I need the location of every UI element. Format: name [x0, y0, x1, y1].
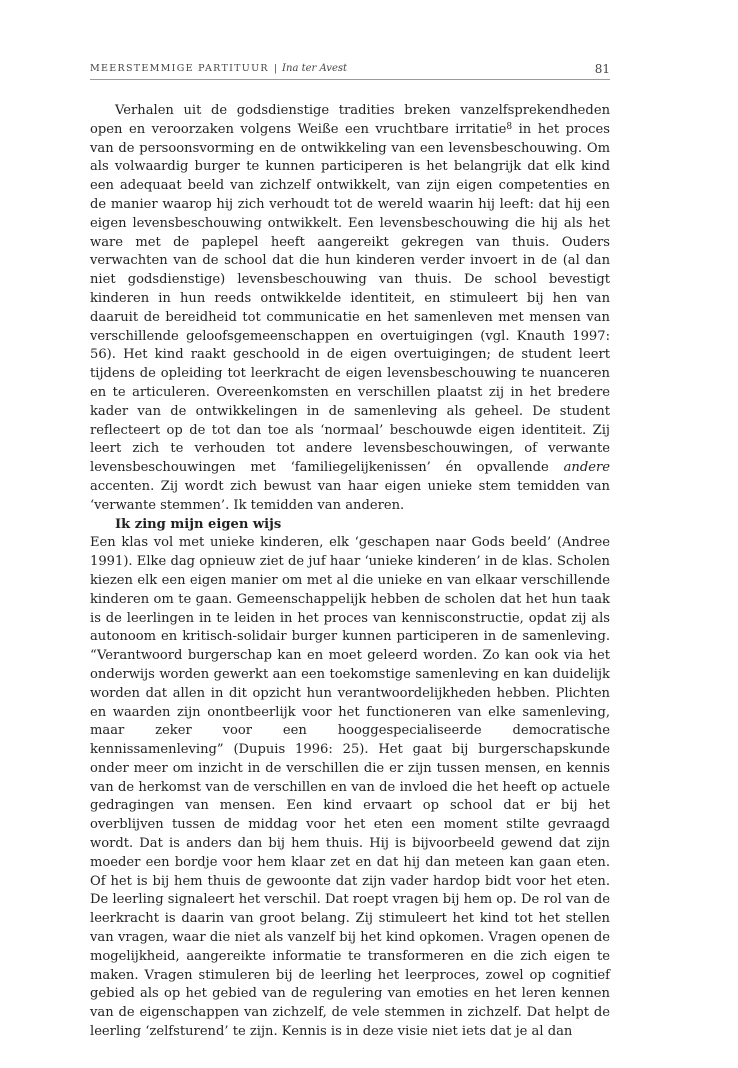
running-head — [90, 62, 610, 78]
running-head-author: Ina ter Avest — [282, 63, 348, 74]
paragraph-1-part-3: accenten. Zij wordt zich bewust van haar eigen unieke stem temidden van ‘verwante stemmen’. Ik temidden van anderen. — [90, 478, 610, 513]
running-head-title: MEERSTEMMIGE PARTITUUR — [90, 63, 269, 74]
paragraph-2: Een klas vol met unieke kinderen, elk ‘geschapen naar Gods beeld’ (Andree 1991). Elke dag opnieuw ziet de juf haar ‘unieke kinderen’ in de klas. Scholen kiezen elk een eigen manier om met al die unieke en van elkaar verschillende kinderen om te gaan. Gemeenschappelijk hebben de scholen dat het hun taak is de leerlingen in te leiden in het proces van kennisconstructie, opdat zij als autonoom en kritisch-solidair burger kunnen participeren in de samenleving. “Verantwoord burgerschap kan en moet geleerd worden. Zo kan ook via het onderwijs worden gewerkt aan een toekomstige samenleving en kan duidelijk worden dat allen in dit opzicht hun verantwoordelijkheden hebben. Plichten en waarden zijn onontbeerlijk voor het functioneren van elke samenleving, maar zeker voor een hooggespecialiseerde democratische kennissamenleving” (Dupuis 1996: 25). Het gaat bij burgerschapskunde onder meer om inzicht in de verschillen die er zijn tussen mensen, en kennis van de herkomst van de verschillen en van de invloed die het heeft op actuele gedragingen van mensen. Een kind ervaart op school dat er bij het overblijven tussen de middag voor het eten een moment stilte gevraagd wordt. Dat is anders dan bij hem thuis. Hij is bijvoorbeeld gewend dat zijn moeder een bordje voor hem klaar zet en dat hij dan meteen kan gaan eten. Of het is bij hem thuis de gewoonte dat zijn vader hardop bidt voor het eten. De leerling signaleert het verschil. Dat roept vragen bij hem op. De rol van de leerkracht is daarin van groot belang. Zij stimuleert het kind tot het stellen van vragen, waar die niet als vanzelf bij het kind opkomen. Vragen openen de mogelijkheid, aangereikte informatie te transformeren en die zich eigen te maken. Vragen stimuleren bij de leerling het leerproces, zowel op cognitief gebied als op het gebied van de regulering van emoties en het leren kennen van de eigenschappen van zichzelf, de vele stemmen in zichzelf. Dat helpt de leerling ‘zelfsturend’ te zijn. Kennis is in deze visie niet iets dat je al dan — [90, 535, 610, 1040]
running-head-separator: | — [273, 63, 278, 74]
footnote-reference: 8 — [506, 121, 513, 132]
paragraph-1-part-1: Verhalen uit de godsdienstige tradities breken vanzelfsprekendheden open en veroorzaken volgens Weiße een vruchtbare irritatie — [90, 103, 610, 137]
paragraph-1-part-2: in het proces van de persoonsvorming en de ontwikkeling van een levensbeschouwing. Om als volwaardig burger te kunnen participeren is het belangrijk dat elk kind een adequaat beeld van zichzelf ontwikkelt, van zijn eigen competenties en de manier waarop hij zich verhoudt tot de wereld waarin hij leeft: dat hij een eigen levensbeschouwing ontwikkelt. Een levensbeschouwing die hij als het ware met de paplepel heeft aangereikt gekregen van thuis. Ouders verwachten van de school dat die hun kinderen verder invoert in de (al dan niet godsdienstige) levensbeschouwing van thuis. De school bevestigt kinderen in hun reeds ontwikkelde identiteit, en stimuleert bij hen van daaruit de bereidheid tot communicatie en het samenleven met mensen van verschillende geloofsgemeenschappen en overtuigingen (vgl. Knauth 1997: 56). Het kind raakt geschoold in de eigen overtuigingen; de student leert tijdens de opleiding tot leerkracht de eigen levensbeschouwing te nuanceren en te articuleren. Overeenkomsten en verschillen plaatst zij in het bredere kader van de ontwikkelingen in de samenleving als geheel. De student reflecteert op de tot dan toe als ‘normaal’ beschouwde eigen identiteit. Zij leert zich te verhouden tot andere levensbeschouwingen, of verwante levensbeschouwingen met ‘familiegelijkenissen’ én opvallende — [90, 121, 610, 476]
paragraph-1 — [90, 102, 610, 516]
running-head-left — [90, 63, 347, 74]
section-heading: Ik zing mijn eigen wijs — [115, 516, 282, 532]
page-number: 81 — [594, 62, 610, 76]
emphasis-text: andere — [563, 460, 610, 476]
header-rule — [90, 79, 610, 80]
body-text — [90, 102, 610, 1042]
